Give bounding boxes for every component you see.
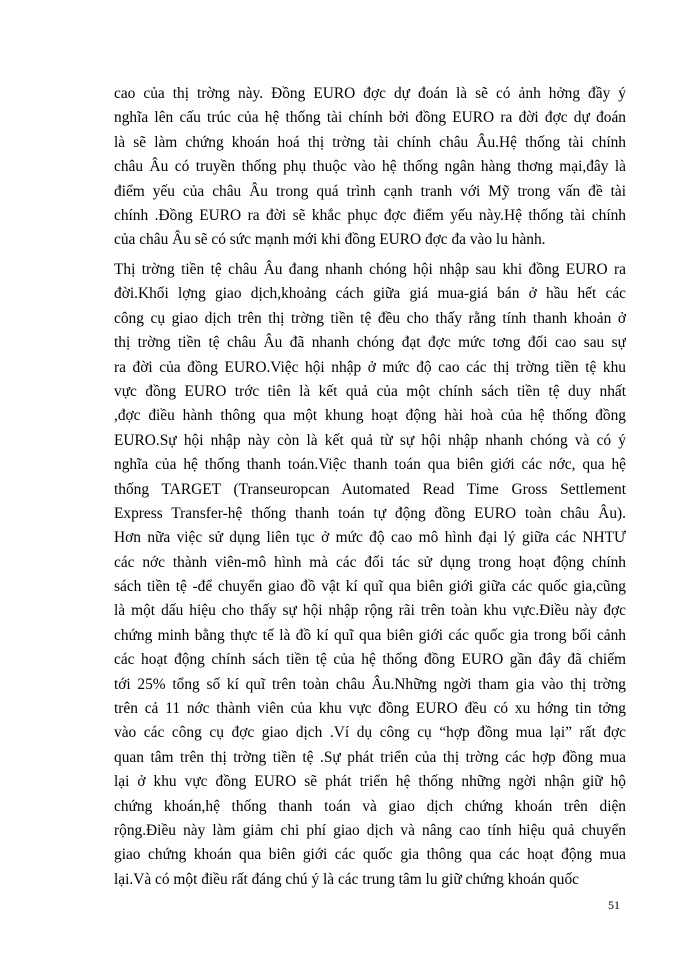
text-line: trên cả 11 nớc thành viên của khu vực đồng EURO đều có xu hớng tin tởng	[114, 700, 626, 718]
text-line: Thị trờng tiền tệ châu Âu đang nhanh chóng hội nhập sau khi đồng EURO ra	[114, 261, 626, 278]
text-line: cao của thị trờng này. Đồng EURO đợc dự đoán là sẽ có ảnh hởng đầy ý	[114, 85, 626, 102]
text-line: giao chứng khoán qua biên giới các quốc gia thông qua các hoạt động mua	[114, 846, 626, 864]
text-line: chứng khoán,hệ thống thanh toán và giao dịch chứng khoán trên diện	[114, 797, 626, 815]
text-line: lại ở khu vực đồng EURO sẽ phát triển hệ thống những ngời nhận giữ hộ	[114, 773, 626, 791]
text-line: nghĩa của hệ thống thanh toán.Việc thanh toán qua biên giới các nớc, qua hệ	[114, 456, 626, 474]
text-line: sách tiền tệ -để chuyển giao đồ vật kí quĩ qua biên giới giữa các quốc gia,cũng	[114, 578, 626, 596]
text-line: điểm yếu của châu Âu trong quá trình cạnh tranh với Mỹ trong vấn đề tài	[114, 182, 626, 200]
text-line: ra đời của đồng EURO.Việc hội nhập ở mức độ cao các thị trờng tiền tệ khu	[114, 358, 626, 376]
text-line: nghĩa lên cấu trúc của hệ thống tài chính bởi đồng EURO ra đời đợc dự đoán	[114, 109, 626, 127]
text-line: châu Âu có truyền thống phụ thuộc vào hệ thống ngân hàng thơng mại,đây là	[114, 158, 626, 176]
text-line: các nớc thành viên-mô hình mà các đối tác sử dụng trong hoạt động chính	[114, 553, 626, 571]
text-line: Hơn nữa việc sử dụng liên tục ở mức độ cao mô hình đại lý giữa các NHTƯ	[114, 529, 626, 547]
text-line: là một dấu hiệu cho thấy sự hội nhập rộng rãi trên toàn khu vực.Điều này đợc	[114, 602, 626, 620]
page-number: 51	[608, 898, 620, 912]
text-line: quan tâm trên thị trờng tiền tệ .Sự phát triển của thị trờng các hợp đồng mua	[114, 748, 626, 766]
text-line: công cụ giao dịch trên thị trờng tiền tệ đều cho thấy rằng tính thanh khoản ở	[114, 309, 626, 327]
text-line: tới 25% tổng số kí quĩ trên toàn châu Âu.Những ngời tham gia vào thị trờng	[114, 675, 626, 693]
text-line: ,đợc điều hành thông qua một khung hoạt động hài hoà của hệ thống đồng	[114, 407, 626, 425]
text-line: là sẽ làm chứng khoán hoá thị trờng tài chính châu Âu.Hệ thống tài chính	[114, 133, 626, 151]
text-line: vực đồng EURO trớc tiên là kết quả của một chính sách tiền tệ duy nhất	[114, 382, 626, 400]
paragraph-euro-financial-structure	[114, 82, 626, 253]
text-line: đời.Khối lợng giao dịch,khoảng cách giữa giá mua-giá bán ở hầu hết các	[114, 285, 626, 303]
text-line: lại.Và có một điều rất đáng chú ý là các trung tâm lu giữ chứng khoán quốc	[114, 870, 580, 888]
text-line: các hoạt động chính sách tiền tệ của hệ thống đồng EURO gần đây đã chiếm	[114, 651, 626, 669]
text-line: Express Transfer-hệ thống thanh toán tự động đồng EURO toàn châu Âu).	[114, 504, 626, 522]
text-line: rộng.Điều này làm giảm chi phí giao dịch và nâng cao tính hiệu quả chuyển	[114, 821, 626, 839]
text-line: chính .Đồng EURO ra đời sẽ khắc phục đợc điểm yếu này.Hệ thống tài chính	[114, 206, 626, 224]
text-line: vào các công cụ đợc giao dịch .Ví dụ công cụ “hợp đồng mua lại” rất đợc	[114, 724, 626, 742]
text-line: của châu Âu sẽ có sức mạnh mới khi đồng EURO đợc đa vào lu hành.	[114, 231, 546, 249]
paragraph-money-market-integration	[114, 258, 626, 892]
text-line: EURO.Sự hội nhập này còn là kết quả từ sự hội nhập nhanh chóng và có ý	[114, 431, 626, 449]
text-line: thống TARGET (Transeuropcan Automated Read Time Gross Settlement	[114, 480, 626, 498]
text-line: chứng minh bằng thực tế là đồ kí quĩ qua biên giới các quốc gia trong bối cảnh	[114, 626, 626, 644]
text-line: thị trờng tiền tệ châu Âu đã nhanh chóng đạt đợc mức tơng đối cao sau sự	[114, 334, 626, 352]
